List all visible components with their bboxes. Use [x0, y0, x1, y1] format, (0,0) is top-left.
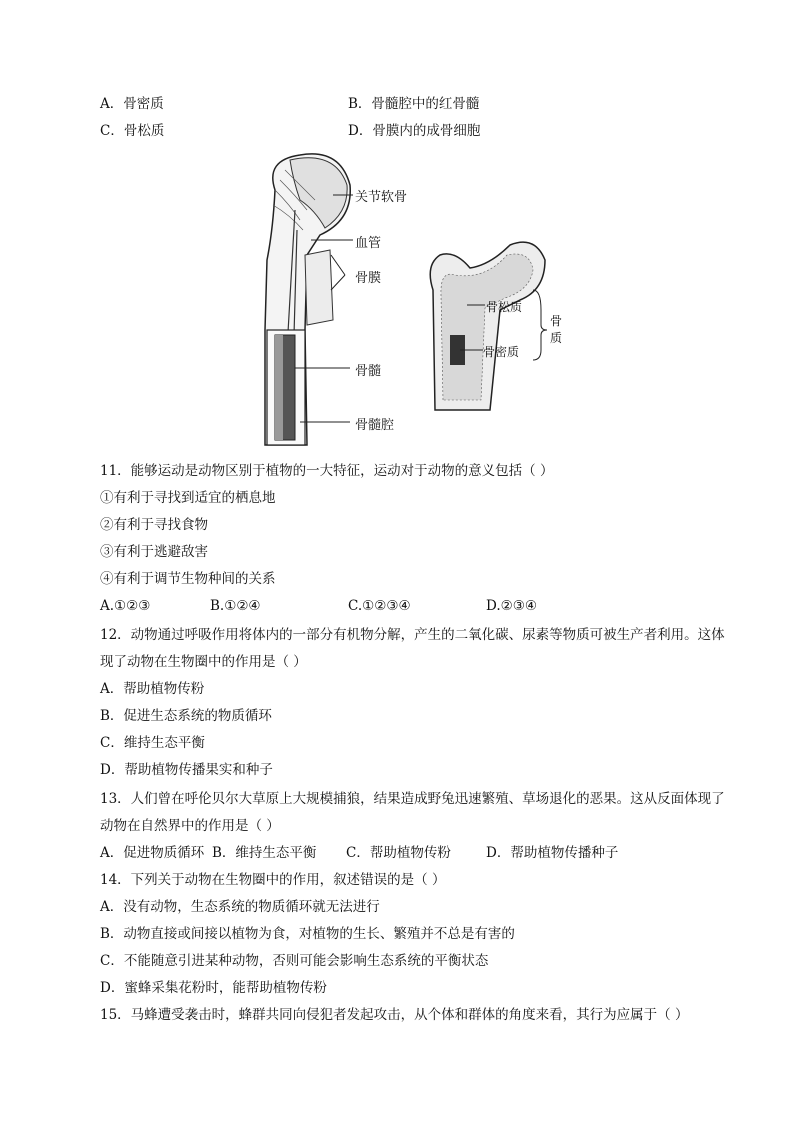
- prev-option-a: A．骨密质: [100, 96, 164, 112]
- label-cavity: 骨髓腔: [355, 418, 395, 433]
- q12-option-d: D．帮助植物传播果实和种子: [100, 762, 273, 778]
- q11-item-4: ④有利于调节生物种间的关系: [100, 571, 276, 587]
- q13-option-d: D．帮助植物传播种子: [486, 845, 619, 861]
- q12-option-c: C．维持生态平衡: [100, 735, 205, 751]
- q11-option-a: A.①②③: [100, 598, 151, 614]
- q14-stem: 14．下列关于动物在生物圈中的作用，叙述错误的是（ ）: [100, 872, 446, 888]
- prev-option-c: C．骨松质: [100, 123, 165, 139]
- label-spongy: 骨松质: [486, 300, 523, 314]
- q11-option-b: B.①②④: [210, 598, 261, 614]
- q12-option-a: A．帮助植物传粉: [100, 681, 205, 697]
- q11-stem: 11．能够运动是动物区别于植物的一大特征，运动对于动物的意义包括（ ）: [100, 463, 554, 479]
- q13-option-a: A．促进物质循环: [100, 845, 205, 861]
- q13-stem-line2: 动物在自然界中的作用是（ ）: [100, 818, 280, 834]
- q13-stem-line1: 13．人们曾在呼伦贝尔大草原上大规模捕狼，结果造成野兔迅速繁殖、草场退化的恶果。这从反面体现了: [100, 791, 725, 807]
- prev-option-d: D．骨膜内的成骨细胞: [348, 123, 481, 139]
- q14-option-c: C．不能随意引进某种动物，否则可能会影响生态系统的平衡状态: [100, 953, 489, 969]
- q13-option-b: B．维持生态平衡: [212, 845, 317, 861]
- q11-option-d: D.②③④: [486, 598, 537, 614]
- label-cartilage: 关节软骨: [355, 190, 408, 205]
- q13-option-c: C．帮助植物传粉: [346, 845, 451, 861]
- label-periosteum: 骨膜: [355, 271, 382, 286]
- q11-item-3: ③有利于逃避敌害: [100, 544, 208, 560]
- q12-stem-line2: 现了动物在生物圈中的作用是（ ）: [100, 654, 307, 670]
- q14-option-b: B．动物直接或间接以植物为食，对植物的生长、繁殖并不总是有害的: [100, 926, 515, 942]
- q11-option-c: C.①②③④: [348, 598, 411, 614]
- q11-item-1: ①有利于寻找到适宜的栖息地: [100, 490, 276, 506]
- q12-option-b: B．促进生态系统的物质循环: [100, 708, 272, 724]
- label-bone-matter: 骨 质: [550, 314, 563, 345]
- q14-option-a: A．没有动物，生态系统的物质循环就无法进行: [100, 899, 380, 915]
- q14-option-d: D．蜜蜂采集花粉时，能帮助植物传粉: [100, 980, 327, 996]
- label-compact: 骨密质: [483, 345, 520, 359]
- q11-item-2: ②有利于寻找食物: [100, 517, 208, 533]
- q12-stem-line1: 12．动物通过呼吸作用将体内的一部分有机物分解，产生的二氧化碳、尿素等物质可被生产者利用。这体: [100, 627, 725, 643]
- prev-option-b: B．骨髓腔中的红骨髓: [348, 96, 480, 112]
- q15-stem: 15．马蜂遭受袭击时，蜂群共同向侵犯者发起攻击，从个体和群体的角度来看，其行为应属于（ ）: [100, 1007, 689, 1023]
- label-vessel: 血管: [355, 236, 382, 251]
- bone-figure: [245, 150, 565, 450]
- label-marrow: 骨髓: [355, 364, 382, 379]
